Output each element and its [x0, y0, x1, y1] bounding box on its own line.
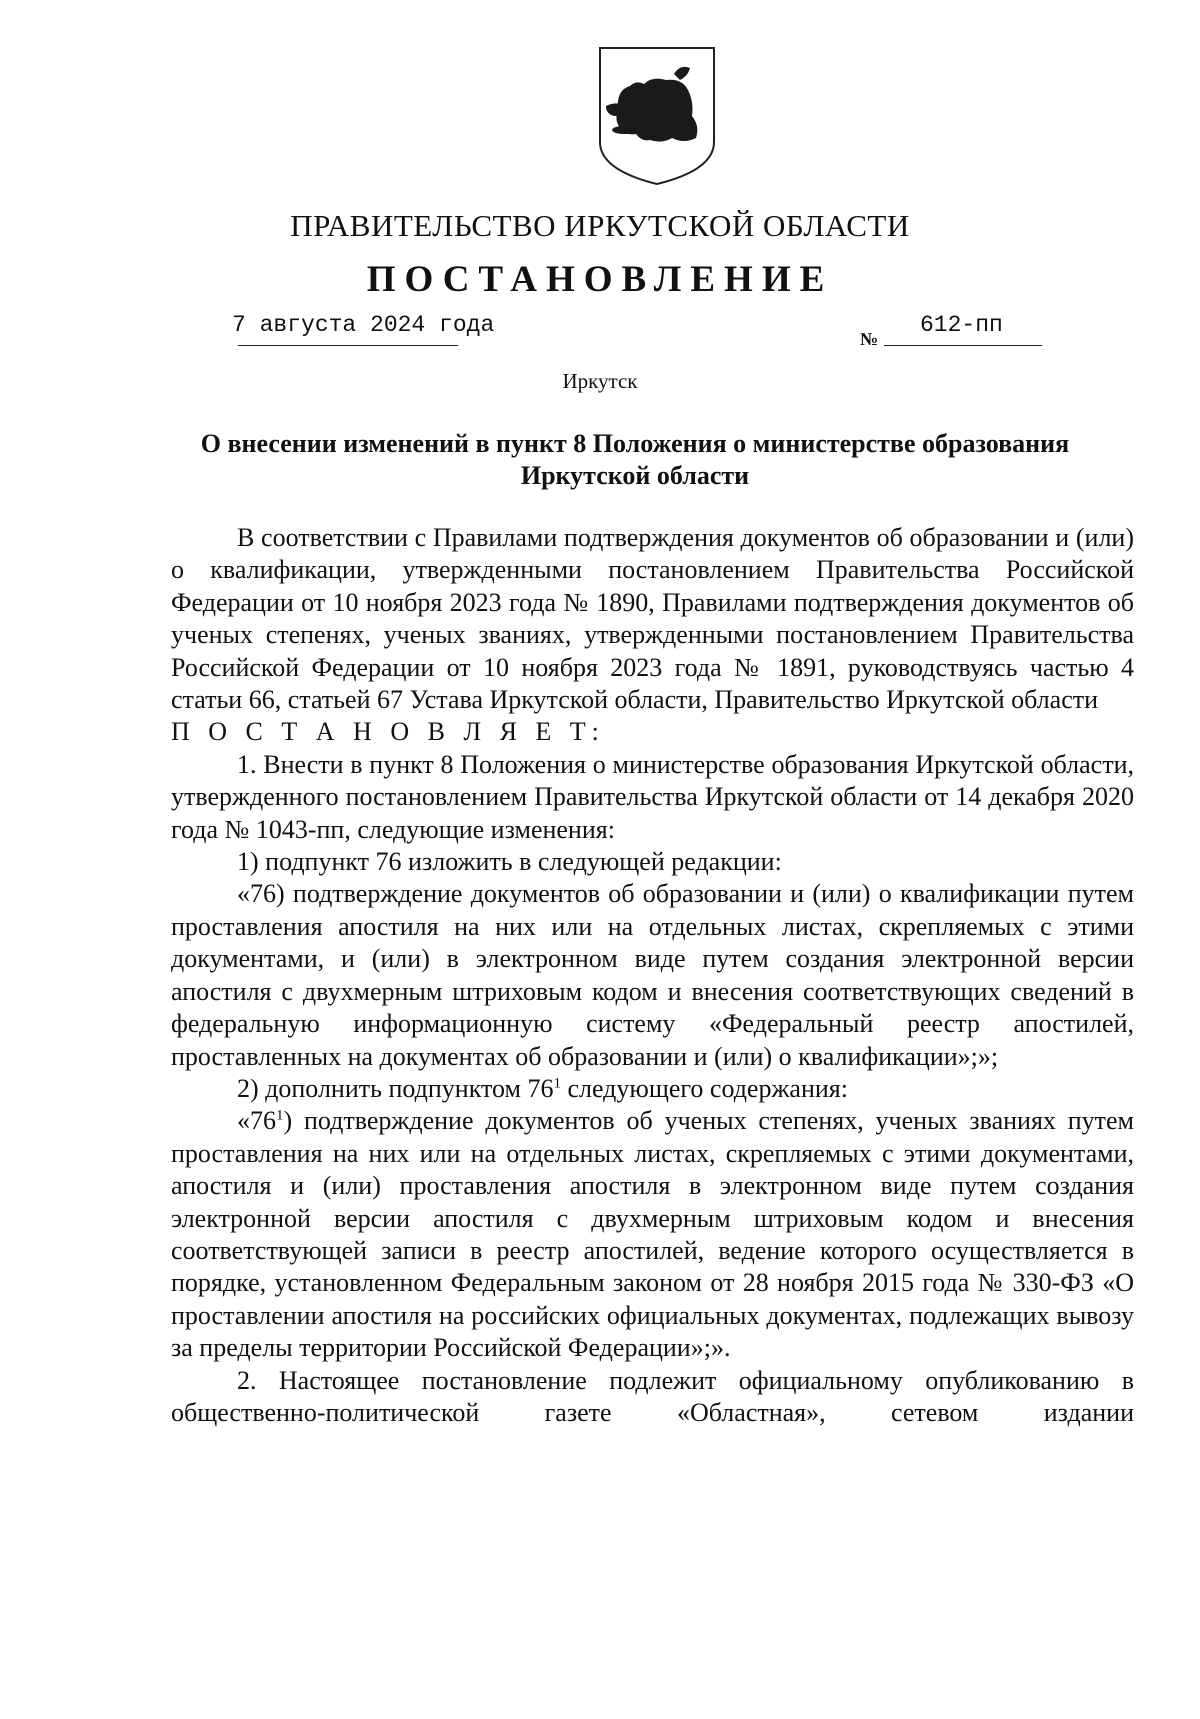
subitem-2-start: 2) дополнить подпунктом 76: [237, 1073, 554, 1103]
decree-word: П О С Т А Н О В Л Я Е Т:: [171, 717, 605, 747]
document-type: ПОСТАНОВЛЕНИЕ: [366, 259, 834, 300]
superscript: 1: [276, 1107, 284, 1124]
item-1-paragraph: 1. Внести в пункт 8 Положения о министерстве образования Иркутской области, утвержденного постановлением Правительства Иркутской области от 14 декабря 2020 года № 1043-пп, следующие изменения:: [171, 749, 1134, 844]
date-underline: [238, 345, 458, 346]
subitem-2-paragraph: [171, 1073, 1134, 1105]
organization-name: ПРАВИТЕЛЬСТВО ИРКУТСКОЙ ОБЛАСТИ: [290, 208, 910, 243]
city: Иркутск: [562, 369, 638, 393]
quote-76-1-start: «76: [237, 1106, 276, 1136]
subitem-2-end: следующего содержания:: [560, 1073, 848, 1103]
item-2-paragraph: 2. Настоящее постановление подлежит официальному опубликованию в общественно-политической газете «Областная», сетевом издании: [171, 1365, 1134, 1427]
superscript: 1: [553, 1075, 561, 1092]
number-sign: №: [860, 329, 879, 349]
coat-of-arms-icon: [596, 46, 718, 186]
quote-76-1-end: ) подтверждение документов об ученых степенях, ученых званиях путем проставления на них или на отдельных листах, скрепляемых с этими документами, апостиля и (или) проставления апостиля в электронном виде путем создания электронной версии апостиля с двухмерным штриховым кодом и внесения соответствующей записи в реестр апостилей, ведение которого осуществляется в порядке, установленном Федеральным законом от 28 ноября 2015 года № 330-ФЗ «О проставлении апостиля на российских официальных документах, подлежащих вывозу за пределы территории Российской Федерации»;».: [171, 1106, 1134, 1363]
subitem-1-paragraph: 1) подпункт 76 изложить в следующей редакции:: [237, 847, 782, 877]
quote-76-paragraph: «76) подтверждение документов об образовании и (или) о квалификации путем проставления апостиля на них или на отдельных листах, скрепляемых с этими документами, и (или) в электронном виде путем создания электронной версии апостиля с двухмерным штриховым кодом и внесения соответствующих сведений в федеральную информационную систему «Федеральный реестр апостилей, проставленных на документах об образовании и (или) о квалификации»;»;: [171, 879, 1134, 1071]
document-date: 7 августа 2024 года: [232, 312, 495, 338]
number-underline: [884, 345, 1042, 346]
quote-76-1-paragraph: [171, 1105, 1134, 1364]
document-number: 612-пп: [920, 312, 1003, 338]
document-body: [171, 522, 1134, 1429]
preamble-paragraph: В соответствии с Правилами подтверждения документов об образовании и (или) о квалификации, утвержденными постановлением Правительства Российской Федерации от 10 ноября 2023 года № 1890, Правилами подтверждения документов об ученых степенях, ученых званиях, утвержденными постановлением Правительства Российской Федерации от 10 ноября 2023 года № 1891, руководствуясь частью 4 статьи 66, статьей 67 Устава Иркутской области, Правительство Иркутской области: [171, 523, 1134, 715]
document-subject: О внесении изменений в пункт 8 Положения о министерстве образования Иркутской области: [200, 429, 1070, 490]
